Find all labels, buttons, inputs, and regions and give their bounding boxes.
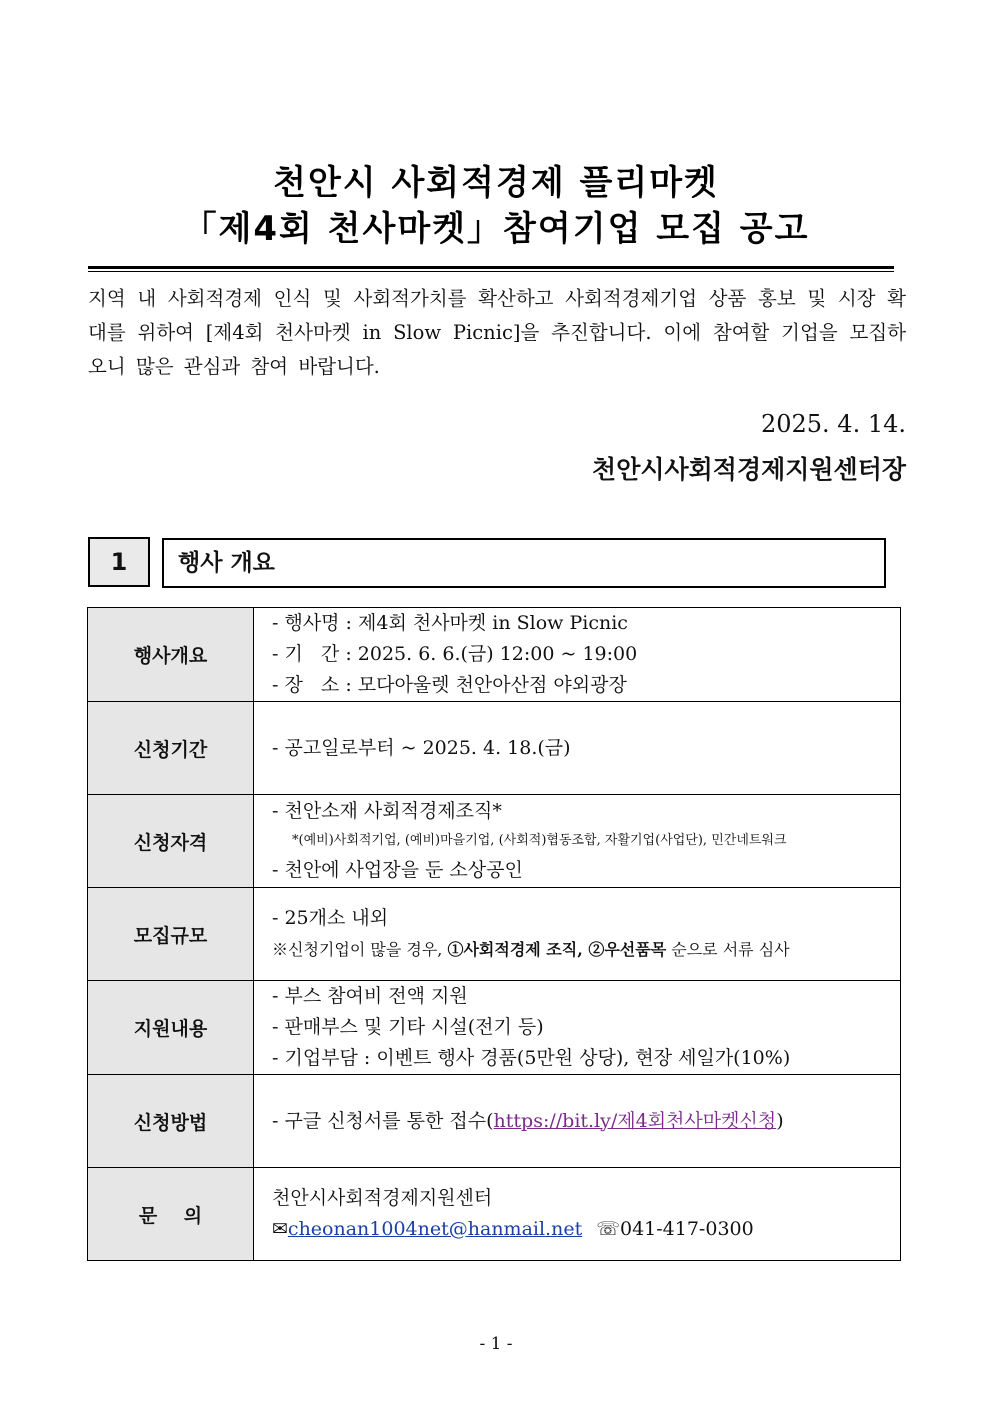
application-period: - 공고일로부터 ~ 2025. 4. 18.(금) — [272, 736, 571, 759]
table-row-event — [88, 608, 901, 702]
row-label-contact: 문 의 — [88, 1168, 254, 1261]
row-label-application-period: 신청기간 — [88, 702, 254, 795]
method-line — [272, 1106, 900, 1137]
title-divider-thin — [88, 271, 894, 272]
issuing-organization: 천안시사회적경제지원센터장 — [592, 455, 906, 484]
support-line-2: - 판매부스 및 기타 시설(전기 등) — [272, 1016, 544, 1038]
table-row-application-period — [88, 702, 901, 795]
mail-icon: ✉ — [272, 1218, 288, 1240]
table-row-contact — [88, 1168, 901, 1261]
row-value-support — [254, 981, 901, 1075]
row-label-scale: 모집규모 — [88, 888, 254, 981]
contact-phone: 041-417-0300 — [619, 1218, 754, 1240]
scale-note-suffix: 순으로 서류 심사 — [666, 939, 790, 959]
contact-center: 천안시사회적경제지원센터 — [272, 1187, 493, 1209]
row-value-application-period — [254, 702, 901, 795]
intro-paragraph: 지역 내 사회적경제 인식 및 사회적가치를 확산하고 사회적경제기업 상품 홍보 및 시장 확대를 위하여 [제4회 천사마켓 in Slow Picnic]을 추진합니다. 이에 참여할 기업을 모집하오니 많은 관심과 참여 바랍니다. — [88, 287, 906, 378]
row-label-support: 지원내용 — [88, 981, 254, 1075]
event-place: - 장 소 : 모다아울렛 천안아산점 야외광장 — [272, 674, 627, 696]
support-line-1: - 부스 참여비 전액 지원 — [272, 985, 468, 1007]
row-value-contact — [254, 1168, 901, 1261]
page-number: - 1 - — [479, 1334, 513, 1354]
scale-note-prefix: ※신청기업이 많을 경우, — [272, 939, 448, 959]
table-row-support — [88, 981, 901, 1075]
event-info-table — [87, 607, 901, 1261]
announcement-date: 2025. 4. 14. — [760, 410, 906, 438]
event-period: - 기 간 : 2025. 6. 6.(금) 12:00 ~ 19:00 — [272, 643, 638, 665]
contact-email-link[interactable]: cheonan1004net@hanmail.net — [287, 1218, 583, 1240]
scale-note — [272, 934, 900, 966]
title-line-2: 「제4회 천사마켓」참여기업 모집 공고 — [182, 209, 810, 249]
eligibility-line-2: - 천안에 사업장을 둔 소상공인 — [272, 859, 523, 881]
contact-details — [272, 1214, 900, 1245]
method-prefix: - 구글 신청서를 통한 접수( — [272, 1109, 494, 1132]
method-suffix: ) — [776, 1109, 784, 1132]
table-row-eligibility — [88, 795, 901, 888]
table-row-method — [88, 1075, 901, 1168]
application-form-link[interactable]: https://bit.ly/제4회천사마켓신청 — [493, 1109, 777, 1132]
row-value-eligibility — [254, 795, 901, 888]
row-label-eligibility: 신청자격 — [88, 795, 254, 888]
row-value-event — [254, 608, 901, 702]
event-name: - 행사명 : 제4회 천사마켓 in Slow Picnic — [272, 612, 628, 634]
phone-icon: ☏ — [596, 1218, 620, 1240]
section-number: 1 — [88, 537, 150, 587]
scale-note-bold: ①사회적경제 조직, ②우선품목 — [447, 939, 667, 959]
row-value-method — [254, 1075, 901, 1168]
section-title: 행사 개요 — [162, 538, 886, 588]
row-value-scale — [254, 888, 901, 981]
row-label-event: 행사개요 — [88, 608, 254, 702]
title-line-1: 천안시 사회적경제 플리마켓 — [273, 163, 719, 203]
table-row-scale — [88, 888, 901, 981]
eligibility-note: *(예비)사회적기업, (예비)마을기업, (사회적)협동조합, 자활기업(사업단), 민간네트워크 — [292, 833, 787, 848]
title-divider-thick — [88, 266, 894, 269]
eligibility-line-1: - 천안소재 사회적경제조직* — [272, 800, 502, 822]
row-label-method: 신청방법 — [88, 1075, 254, 1168]
scale-line-1: - 25개소 내외 — [272, 906, 389, 929]
support-line-3: - 기업부담 : 이벤트 행사 경품(5만원 상당), 현장 세일가(10%) — [272, 1047, 791, 1069]
